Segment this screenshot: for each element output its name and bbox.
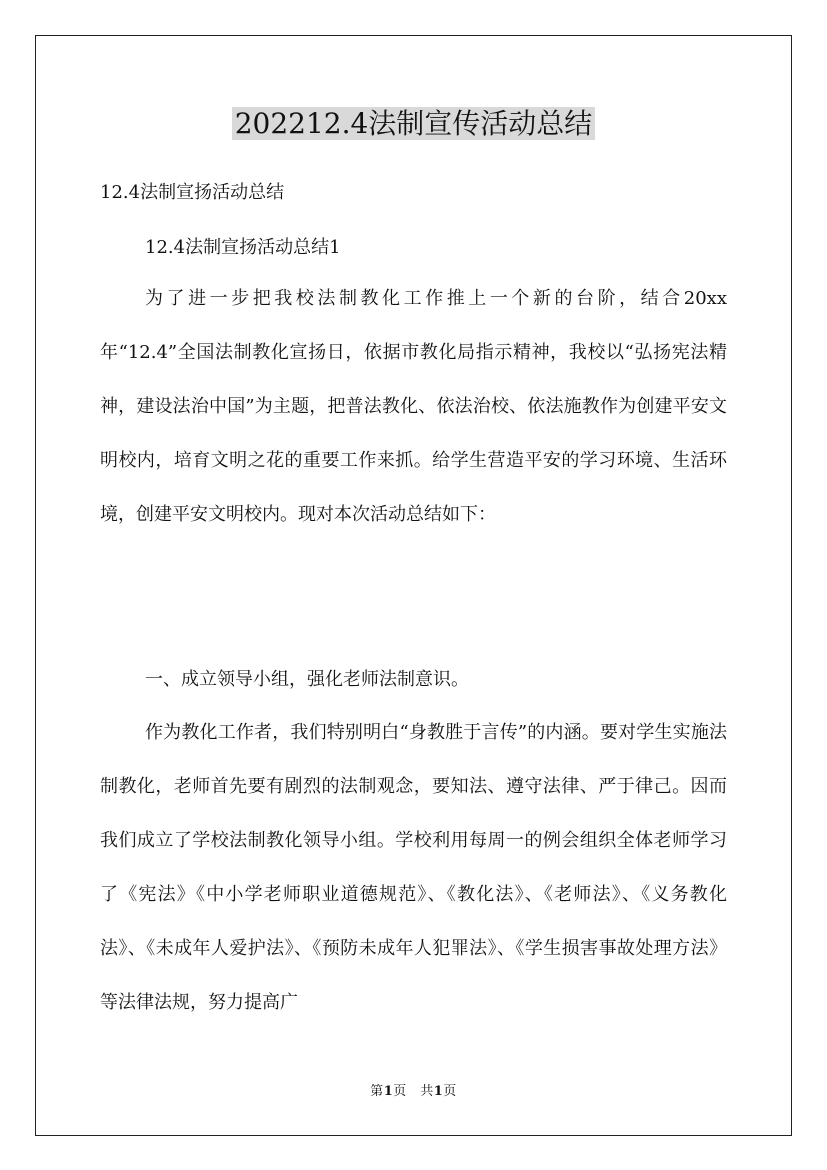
paragraph-teacher-awareness-text: 作为教化工作者，我们特别明白“身教胜于言传”的内涵。要对学生实施法制教化，老师首先要有剧烈的法制观念，要知法、遵守法律、严于律己。因而我们成立了学校法制教化领导小组。学校利用每周一的例会组织全体老师学习了《宪法》《中小学老师职业道德规范》、《教化法》、《老师法》、《义务教化法》、《未成年人爱护法》、《预防未成年人犯罪法》、《学生损害事故处理方法》等法律法规，努力提高广	[100, 722, 727, 1013]
title-highlight: 202212.4法制宣传活动总结	[232, 107, 596, 140]
footer-page-mid: 页 共	[393, 1084, 434, 1099]
footer-page-total: 1	[433, 1084, 444, 1099]
paragraph-intro-text: 为了进一步把我校法制教化工作推上一个新的台阶，结合20xx年“12.4”全国法制教化宣扬日，依据市教化局指示精神，我校以“弘扬宪法精神，建设法治中国”为主题，把普法教化、依法治校、依法施教作为创建平安文明校内，培育文明之花的重要工作来抓。给学生营造平安的学习环境、生活环境，创建平安文明校内。现对本次活动总结如下：	[100, 288, 727, 525]
page-footer	[0, 1082, 827, 1102]
paragraph-teacher-awareness	[100, 706, 727, 1030]
heading-leadership-group: 一、成立领导小组，强化老师法制意识。	[145, 669, 469, 690]
document-subtitle: 12.4法制宣扬活动总结	[100, 182, 285, 203]
footer-page-suffix: 页	[443, 1084, 457, 1099]
footer-page-prefix: 第	[370, 1084, 384, 1099]
document-title	[0, 96, 827, 152]
footer-page-current: 1	[383, 1084, 394, 1099]
section-title: 12.4法制宣扬活动总结1	[145, 237, 341, 258]
paragraph-intro	[100, 272, 727, 542]
